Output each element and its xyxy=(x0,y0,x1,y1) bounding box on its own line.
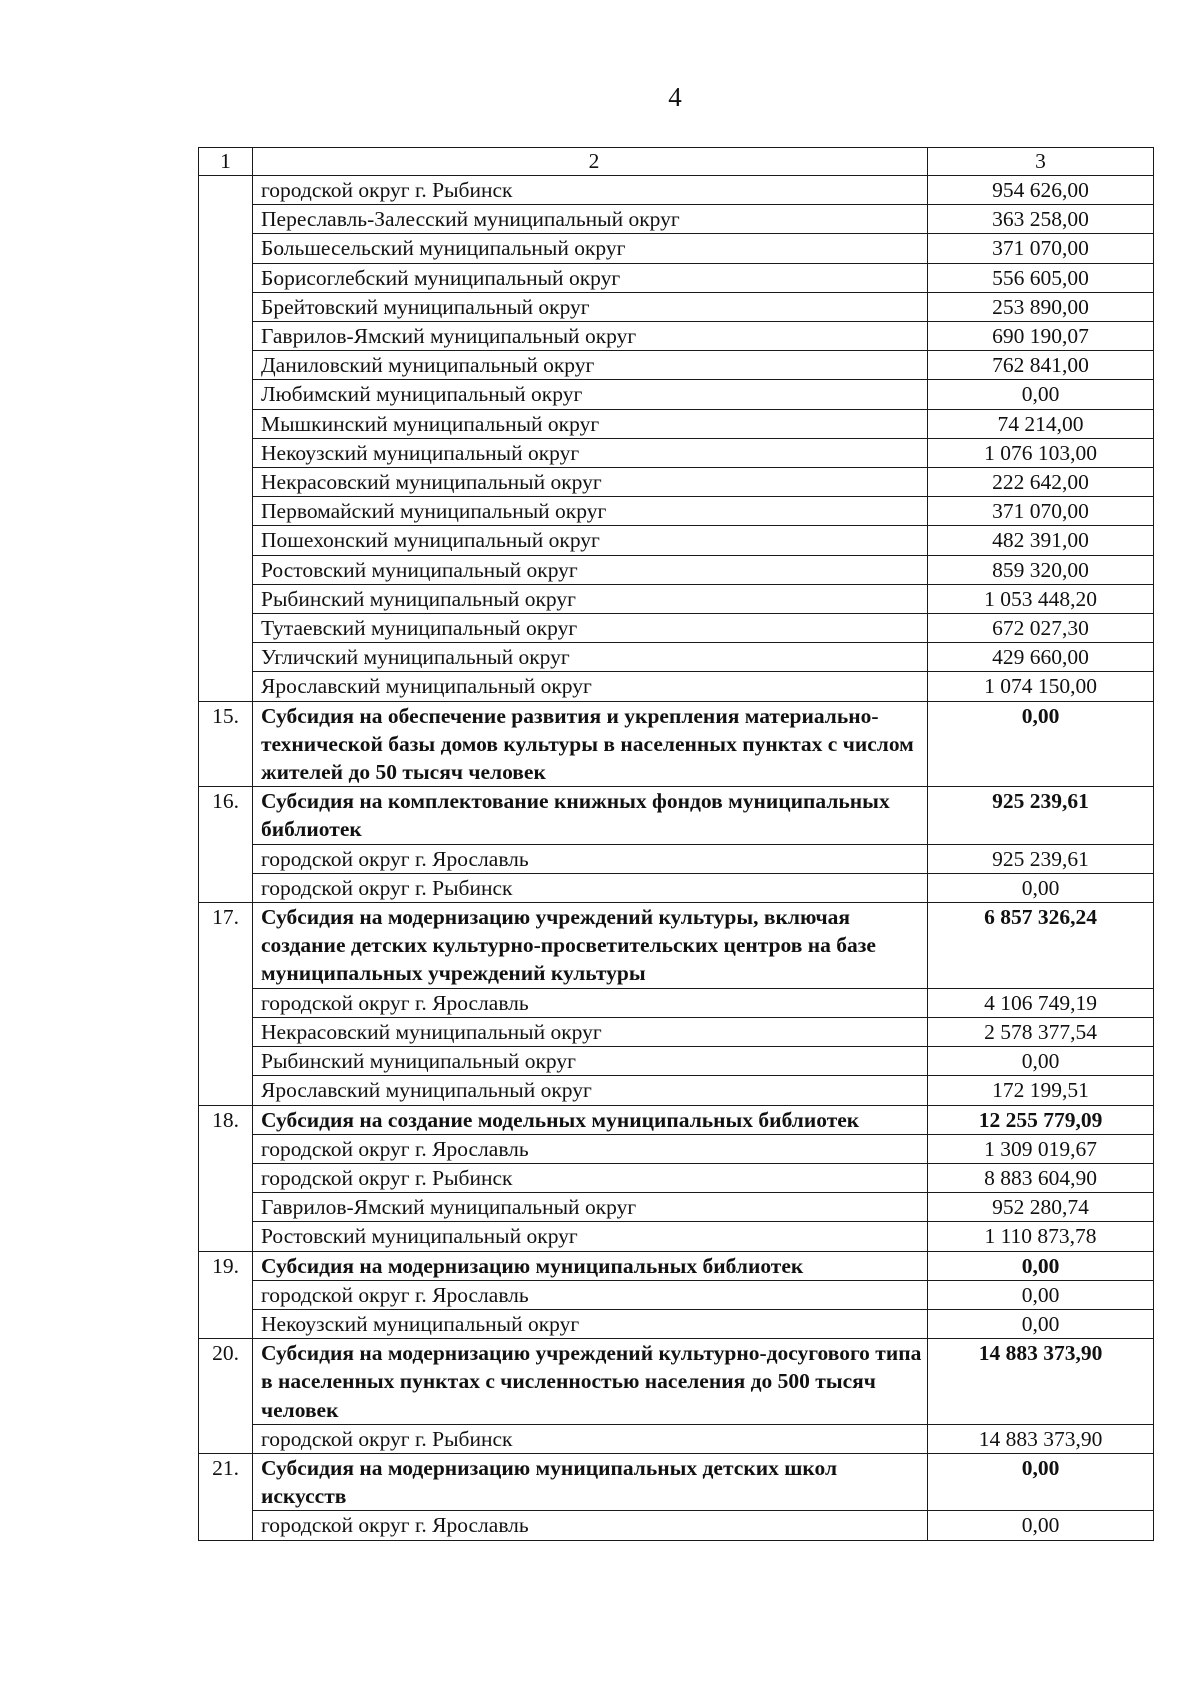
recipient-amount: 222 642,00 xyxy=(928,468,1154,497)
recipient-name: Некоузский муниципальный округ xyxy=(253,1309,928,1338)
recipient-amount: 690 190,07 xyxy=(928,322,1154,351)
recipient-amount: 253 890,00 xyxy=(928,292,1154,321)
subsidy-title: Субсидия на модернизацию муниципальных библиотек xyxy=(253,1251,928,1280)
subsidy-title: Субсидия на модернизацию учреждений культуры, включая создание детских культурно-просветительских центров на базе муниципальных учреждений культуры xyxy=(253,903,928,989)
recipient-amount: 859 320,00 xyxy=(928,555,1154,584)
recipient-amount: 0,00 xyxy=(928,1047,1154,1076)
subsidy-title-row xyxy=(199,787,1154,844)
table-row xyxy=(199,844,1154,873)
table-row xyxy=(199,643,1154,672)
table-row xyxy=(199,351,1154,380)
row-number: 15. xyxy=(199,701,253,787)
recipient-amount: 8 883 604,90 xyxy=(928,1163,1154,1192)
recipient-amount: 371 070,00 xyxy=(928,497,1154,526)
subsidy-title: Субсидия на создание модельных муниципальных библиотек xyxy=(253,1105,928,1134)
table-row xyxy=(199,409,1154,438)
subsidy-title: Субсидия на модернизацию учреждений культурно-досугового типа в населенных пунктах с численностью населения до 500 тысяч человек xyxy=(253,1339,928,1425)
table-row xyxy=(199,1134,1154,1163)
table-row xyxy=(199,988,1154,1017)
subsidy-title: Субсидия на модернизацию муниципальных детских школ искусств xyxy=(253,1453,928,1510)
subsidy-total: 12 255 779,09 xyxy=(928,1105,1154,1134)
table-row xyxy=(199,1163,1154,1192)
table-row xyxy=(199,1193,1154,1222)
recipient-amount: 672 027,30 xyxy=(928,614,1154,643)
recipient-amount: 954 626,00 xyxy=(928,176,1154,205)
table-row xyxy=(199,497,1154,526)
recipient-name: Ростовский муниципальный округ xyxy=(253,1222,928,1251)
recipient-amount: 172 199,51 xyxy=(928,1076,1154,1105)
recipient-amount: 1 074 150,00 xyxy=(928,672,1154,701)
recipient-amount: 2 578 377,54 xyxy=(928,1017,1154,1046)
recipient-name: Пошехонский муниципальный округ xyxy=(253,526,928,555)
recipient-amount: 952 280,74 xyxy=(928,1193,1154,1222)
table-row xyxy=(199,1017,1154,1046)
subsidy-title-row xyxy=(199,701,1154,787)
recipient-amount: 4 106 749,19 xyxy=(928,988,1154,1017)
recipient-name: Переславль-Залесский муниципальный округ xyxy=(253,205,928,234)
table-row xyxy=(199,380,1154,409)
recipient-name: Некрасовский муниципальный округ xyxy=(253,468,928,497)
header-cell-3: 3 xyxy=(928,148,1154,176)
subsidy-total: 0,00 xyxy=(928,1251,1154,1280)
header-row xyxy=(199,148,1154,176)
subsidy-title: Субсидия на обеспечение развития и укрепления материально-технической базы домов культуры в населенных пунктах с числом жителей до 50 тысяч человек xyxy=(253,701,928,787)
table-row xyxy=(199,176,1154,205)
recipient-name: Некоузский муниципальный округ xyxy=(253,438,928,467)
subsidy-table xyxy=(198,147,1154,1541)
table-row xyxy=(199,584,1154,613)
table-row xyxy=(199,1076,1154,1105)
subsidy-title-row xyxy=(199,1339,1154,1425)
row-number: 20. xyxy=(199,1339,253,1454)
subsidy-total: 6 857 326,24 xyxy=(928,903,1154,989)
row-number: 16. xyxy=(199,787,253,903)
recipient-amount: 0,00 xyxy=(928,1280,1154,1309)
row-number: 18. xyxy=(199,1105,253,1251)
recipient-amount: 1 110 873,78 xyxy=(928,1222,1154,1251)
recipient-amount: 1 076 103,00 xyxy=(928,438,1154,467)
recipient-name: Гаврилов-Ямский муниципальный округ xyxy=(253,1193,928,1222)
recipient-amount: 0,00 xyxy=(928,1511,1154,1540)
table-row xyxy=(199,292,1154,321)
header-cell-2: 2 xyxy=(253,148,928,176)
recipient-amount: 0,00 xyxy=(928,1309,1154,1338)
recipient-name: Любимский муниципальный округ xyxy=(253,380,928,409)
recipient-amount: 1 309 019,67 xyxy=(928,1134,1154,1163)
recipient-name: Рыбинский муниципальный округ xyxy=(253,584,928,613)
recipient-name: городской округ г. Рыбинск xyxy=(253,176,928,205)
recipient-amount: 14 883 373,90 xyxy=(928,1424,1154,1453)
recipient-name: Мышкинский муниципальный округ xyxy=(253,409,928,438)
header-cell-1: 1 xyxy=(199,148,253,176)
recipient-amount: 482 391,00 xyxy=(928,526,1154,555)
table-row xyxy=(199,672,1154,701)
table-row xyxy=(199,263,1154,292)
recipient-amount: 1 053 448,20 xyxy=(928,584,1154,613)
recipient-name: Тутаевский муниципальный округ xyxy=(253,614,928,643)
table-row xyxy=(199,1222,1154,1251)
row-number: 17. xyxy=(199,903,253,1105)
recipient-name: Ярославский муниципальный округ xyxy=(253,672,928,701)
subsidy-title-row xyxy=(199,1105,1154,1134)
table-row xyxy=(199,555,1154,584)
recipient-name: городской округ г. Рыбинск xyxy=(253,1424,928,1453)
table-row xyxy=(199,526,1154,555)
recipient-amount: 371 070,00 xyxy=(928,234,1154,263)
recipient-name: городской округ г. Ярославль xyxy=(253,988,928,1017)
recipient-name: Рыбинский муниципальный округ xyxy=(253,1047,928,1076)
table-row xyxy=(199,1280,1154,1309)
table-row xyxy=(199,614,1154,643)
recipient-name: Ярославский муниципальный округ xyxy=(253,1076,928,1105)
table-row xyxy=(199,873,1154,902)
recipient-amount: 0,00 xyxy=(928,380,1154,409)
page-number: 4 xyxy=(668,82,682,112)
recipient-name: Ростовский муниципальный округ xyxy=(253,555,928,584)
subsidy-total: 14 883 373,90 xyxy=(928,1339,1154,1425)
table-row xyxy=(199,1511,1154,1540)
recipient-name: Некрасовский муниципальный округ xyxy=(253,1017,928,1046)
subsidy-total: 925 239,61 xyxy=(928,787,1154,844)
row-number: 19. xyxy=(199,1251,253,1339)
table-row xyxy=(199,1309,1154,1338)
table-row xyxy=(199,468,1154,497)
recipient-amount: 556 605,00 xyxy=(928,263,1154,292)
row-number xyxy=(199,176,253,702)
recipient-amount: 74 214,00 xyxy=(928,409,1154,438)
table-body xyxy=(199,148,1154,1541)
table-row xyxy=(199,322,1154,351)
recipient-name: городской округ г. Ярославль xyxy=(253,844,928,873)
recipient-name: Первомайский муниципальный округ xyxy=(253,497,928,526)
subsidy-title-row xyxy=(199,1453,1154,1510)
table-row xyxy=(199,1047,1154,1076)
table-row xyxy=(199,438,1154,467)
recipient-name: городской округ г. Ярославль xyxy=(253,1511,928,1540)
subsidy-total: 0,00 xyxy=(928,701,1154,787)
recipient-name: городской округ г. Ярославль xyxy=(253,1134,928,1163)
subsidy-title-row xyxy=(199,903,1154,989)
table-row xyxy=(199,205,1154,234)
recipient-amount: 762 841,00 xyxy=(928,351,1154,380)
recipient-amount: 0,00 xyxy=(928,873,1154,902)
recipient-amount: 429 660,00 xyxy=(928,643,1154,672)
recipient-name: Гаврилов-Ямский муниципальный округ xyxy=(253,322,928,351)
recipient-name: Угличский муниципальный округ xyxy=(253,643,928,672)
recipient-amount: 925 239,61 xyxy=(928,844,1154,873)
subsidy-total: 0,00 xyxy=(928,1453,1154,1510)
table-row xyxy=(199,234,1154,263)
recipient-name: Брейтовский муниципальный округ xyxy=(253,292,928,321)
recipient-name: Борисоглебский муниципальный округ xyxy=(253,263,928,292)
recipient-name: Большесельский муниципальный округ xyxy=(253,234,928,263)
recipient-name: Даниловский муниципальный округ xyxy=(253,351,928,380)
table-row xyxy=(199,1424,1154,1453)
recipient-amount: 363 258,00 xyxy=(928,205,1154,234)
subsidy-title: Субсидия на комплектование книжных фондов муниципальных библиотек xyxy=(253,787,928,844)
recipient-name: городской округ г. Ярославль xyxy=(253,1280,928,1309)
recipient-name: городской округ г. Рыбинск xyxy=(253,1163,928,1192)
recipient-name: городской округ г. Рыбинск xyxy=(253,873,928,902)
row-number: 21. xyxy=(199,1453,253,1540)
subsidy-title-row xyxy=(199,1251,1154,1280)
